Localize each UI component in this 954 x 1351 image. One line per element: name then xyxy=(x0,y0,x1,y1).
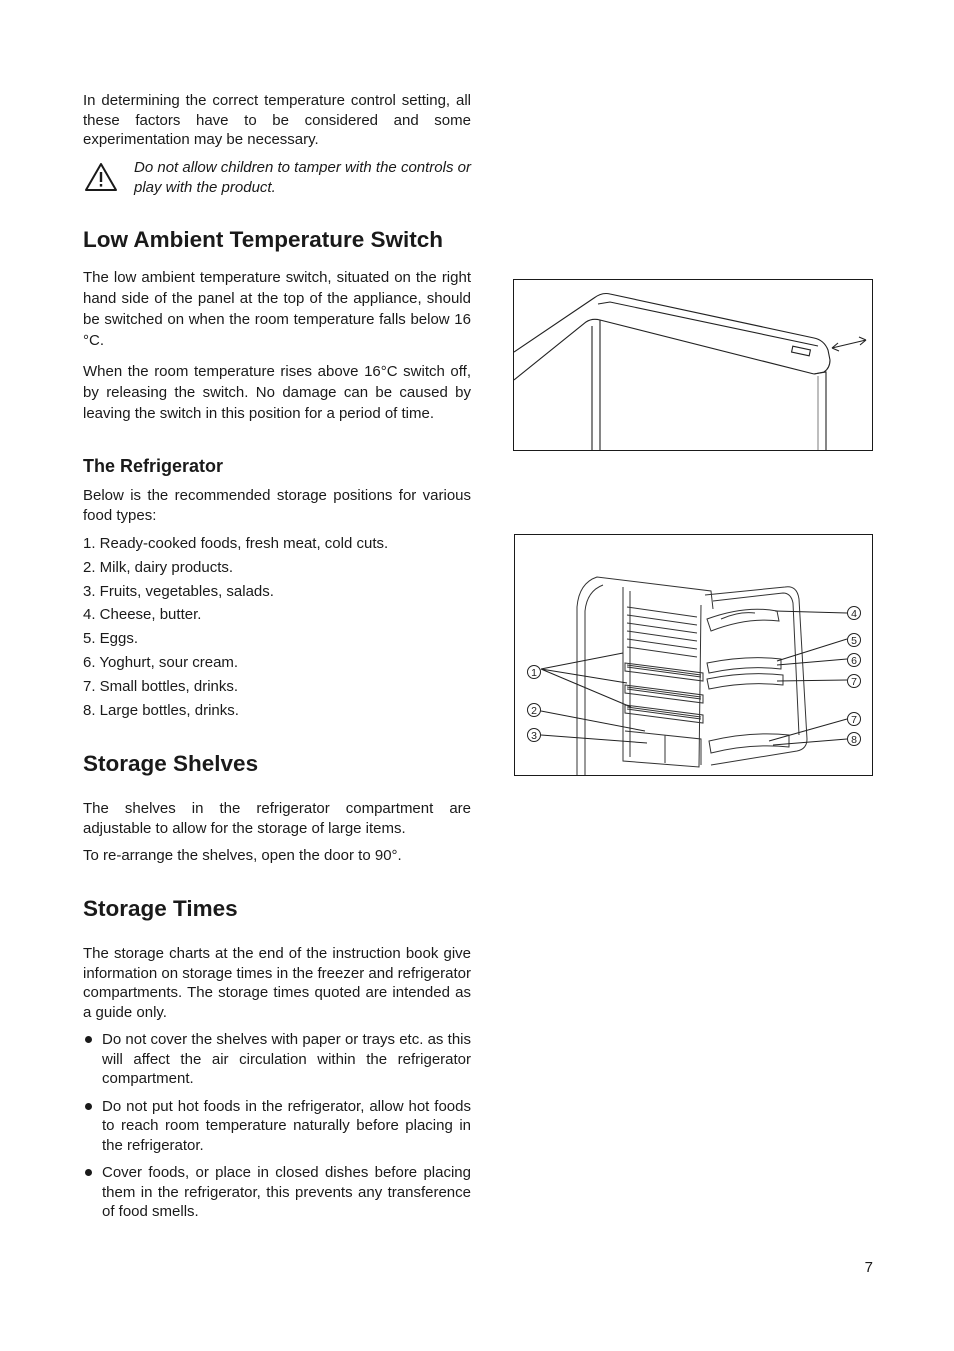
intro-text: In determining the correct temperature control setting, all these factors have to be considered and some experimentation may be necessary. xyxy=(83,92,471,148)
list-item: 2. Milk, dairy products. xyxy=(83,558,234,576)
callout-3-label: 3 xyxy=(531,730,537,742)
storage-shelves-p1: The shelves in the refrigerator compartment are adjustable to allow for the storage of large items. xyxy=(83,800,471,837)
warning-text: Do not allow children to tamper with the controls or play with the product. xyxy=(134,159,471,196)
list-item: Do not put hot foods in the refrigerator, allow hot foods to reach room temperature naturally before placing in the refrigerator. xyxy=(83,1097,471,1156)
list-item: 5. Eggs. xyxy=(83,630,139,648)
storage-shelves-section xyxy=(83,751,471,777)
refrigerator-intro-block xyxy=(83,486,471,525)
storage-shelves-body xyxy=(83,799,471,866)
callout-1-label: 1 xyxy=(531,667,537,679)
low-ambient-section xyxy=(83,227,471,253)
appliance-top-illustration xyxy=(514,280,872,450)
bullet-icon xyxy=(85,1103,92,1110)
bullet-icon xyxy=(85,1036,92,1043)
callout-7-label: 7 xyxy=(851,676,857,688)
switch-location-figure xyxy=(513,279,873,451)
callout-4-label: 4 xyxy=(851,608,857,620)
storage-positions-figure xyxy=(514,534,873,776)
page-number: 7 xyxy=(864,1259,873,1276)
warning-triangle-icon xyxy=(84,162,118,192)
storage-times-p1: The storage charts at the end of the instruction book give information on storage times in the freezer and refrigerator compartments. The storage times quoted are intended as a guide only. xyxy=(83,945,471,1021)
food-position-list xyxy=(83,534,471,724)
low-ambient-p1: The low ambient temperature switch, situated on the right hand side of the panel at the top of the appliance, should be switched on when the room temperature falls below 16 °C. xyxy=(83,269,471,349)
callout-7-label: 7 xyxy=(851,714,857,726)
callout-2-label: 2 xyxy=(531,705,537,717)
bullet-icon xyxy=(85,1169,92,1176)
storage-times-section xyxy=(83,896,471,922)
storage-shelves-p2: To re-arrange the shelves, open the door to 90°. xyxy=(83,847,402,864)
refrigerator-intro: Below is the recommended storage positions for various food types: xyxy=(83,487,471,524)
callout-5-label: 5 xyxy=(851,635,857,647)
storage-times-body xyxy=(83,944,471,1022)
refrigerator-section xyxy=(83,455,471,477)
list-item: 6. Yoghurt, sour cream. xyxy=(83,653,239,671)
low-ambient-heading: Low Ambient Temperature Switch xyxy=(83,227,444,252)
refrigerator-heading: The Refrigerator xyxy=(83,456,224,476)
list-item: 3. Fruits, vegetables, salads. xyxy=(83,582,274,600)
list-item: 1. Ready-cooked foods, fresh meat, cold cuts. xyxy=(83,535,389,552)
list-item: 7. Small bottles, drinks. xyxy=(83,677,239,695)
low-ambient-body xyxy=(83,267,471,424)
storage-shelves-heading: Storage Shelves xyxy=(83,751,259,776)
low-ambient-p2: When the room temperature rises above 16°C switch off, by releasing the switch. No damage can be caused by leaving the switch in this position for a period of time. xyxy=(83,363,471,422)
intro-paragraph xyxy=(83,91,471,150)
list-item: Do not cover the shelves with paper or trays etc. as this will affect the air circulation within the refrigerator compartment. xyxy=(83,1030,471,1089)
storage-tips-list xyxy=(83,1030,471,1230)
list-item: 4. Cheese, butter. xyxy=(83,606,202,624)
storage-times-heading: Storage Times xyxy=(83,896,238,921)
warning-note xyxy=(83,158,471,200)
callout-6-label: 6 xyxy=(851,655,857,667)
refrigerator-interior-illustration xyxy=(515,535,872,775)
callout-8-label: 8 xyxy=(851,734,857,746)
list-item: Cover foods, or place in closed dishes before placing them in the refrigerator, this prevents any transference of food smells. xyxy=(83,1163,471,1222)
list-item: 8. Large bottles, drinks. xyxy=(83,701,239,719)
